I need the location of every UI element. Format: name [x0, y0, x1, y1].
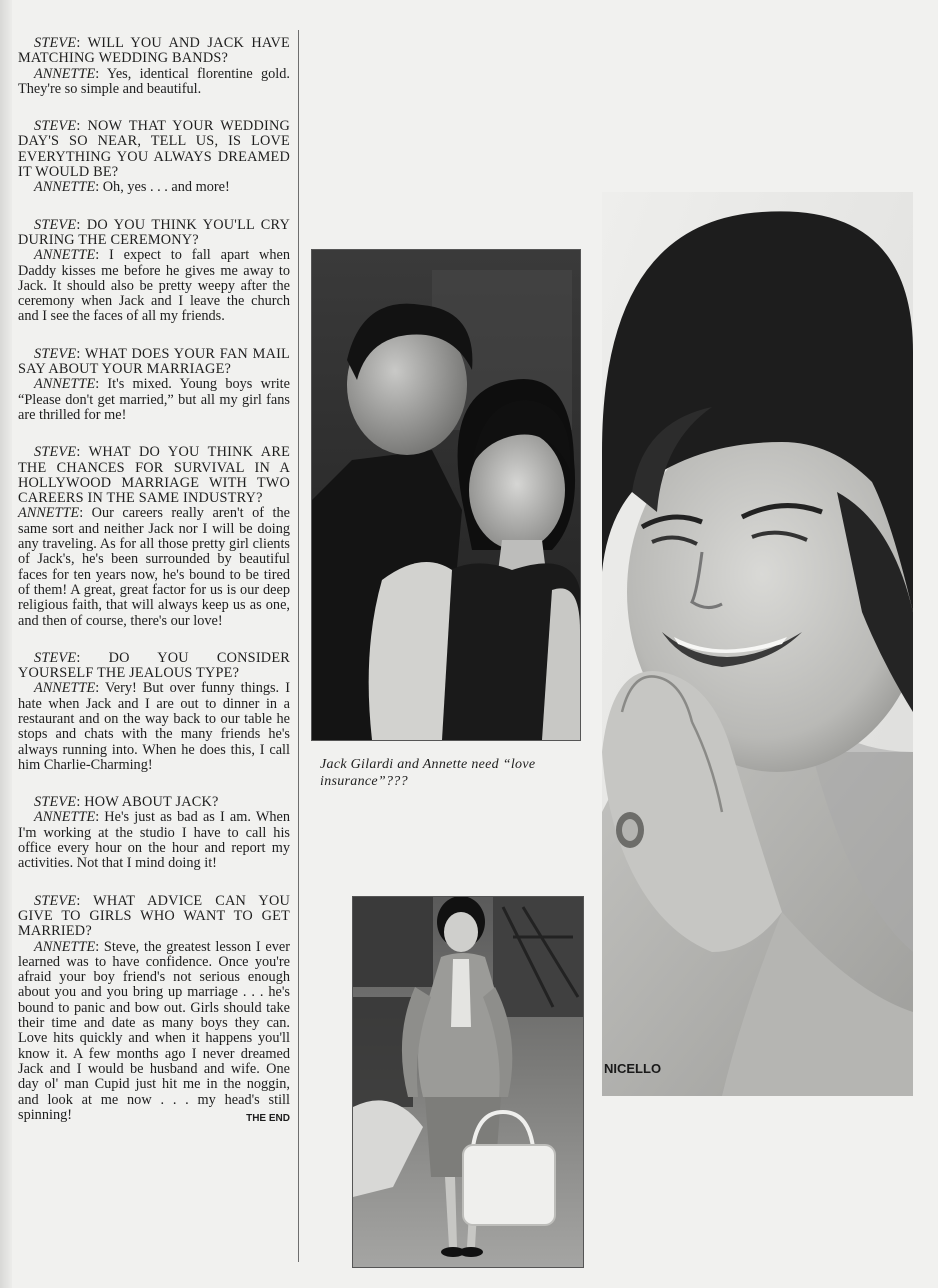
answer-speaker: ANNETTE [34, 376, 96, 393]
answer [18, 506, 290, 628]
standing-photo-art [353, 897, 583, 1267]
answer-speaker: ANNETTE [34, 938, 96, 955]
answer-speaker: ANNETTE [18, 505, 80, 522]
answer [18, 180, 290, 195]
question [18, 218, 290, 249]
answer-text: : I expect to fall apart when Daddy kisses me before he gives me away to Jack. It should also be pretty weepy after the ceremony when Jack and I leave the church and I see the faces of all my friends. [18, 247, 290, 325]
answer [18, 681, 290, 773]
photo-credit: NICELLO [604, 1061, 662, 1076]
page-edge [0, 0, 12, 1288]
question-speaker: STEVE [34, 794, 77, 811]
portrait-photo-art [602, 192, 913, 1096]
answer-speaker: ANNETTE [34, 680, 96, 697]
question-text: : DO YOU CONSIDER YOURSELF THE JEALOUS TYPE? [18, 649, 290, 682]
question-speaker: STEVE [34, 892, 77, 909]
qa-block [18, 218, 290, 325]
question-text: : WHAT DO YOU THINK ARE THE CHANCES FOR SURVIVAL IN A HOLLYWOOD MARRIAGE WITH TWO CAREERS IN THE SAME INDUSTRY? [18, 444, 290, 507]
question-text: : WHAT ADVICE CAN YOU GIVE TO GIRLS WHO WANT TO GET MARRIED? [18, 892, 290, 940]
answer-text: : Yes, identical florentine gold. They're so simple and beautiful. [18, 65, 290, 97]
answer-speaker: ANNETTE [34, 809, 96, 826]
column-divider [298, 30, 299, 1262]
question-text: : HOW ABOUT JACK? [76, 794, 219, 811]
question [18, 36, 290, 67]
question-speaker: STEVE [34, 444, 77, 461]
qa-block [18, 119, 290, 195]
answer [18, 810, 290, 871]
answer-text: : Our careers really aren't of the same sort and neither Jack nor I will be doing any traveling. As for all those pretty girl clients of Jack's, he's been surrounded by beautiful faces for ten years now, he's bound to be tired of them! A great, great factor for us is our deep religious faith, that will always keep us as one, and then of course, there's our love! [18, 505, 290, 629]
answer-speaker: ANNETTE [34, 179, 96, 196]
answer [18, 377, 290, 423]
qa-block [18, 894, 290, 1123]
couple-photo [311, 249, 581, 741]
qa-block [18, 36, 290, 97]
answer [18, 940, 290, 1124]
question [18, 119, 290, 180]
answer-text: : It's mixed. Young boys write “Please don't get married,” but all my girl fans are thrilled for me! [18, 376, 290, 423]
the-end-marker: THE END [246, 1112, 290, 1124]
qa-block [18, 651, 290, 773]
photo-caption: Jack Gilardi and Annette need “love insurance”??? [320, 757, 536, 789]
answer-text: : Very! But over funny things. I hate when Jack and I are out to dinner in a restaurant and on the way back to our table he stops and chats with the many friends he's always running into. When he does this, I call him Charlie-Charming! [18, 680, 290, 773]
question-text: : WILL YOU AND JACK HAVE MATCHING WEDDING BANDS? [18, 35, 290, 67]
answer [18, 67, 290, 98]
answer-text: : He's just as bad as I am. When I'm working at the studio I have to call his office every hour on the hour and report my activities. Not that I mind doing it! [18, 809, 290, 872]
question [18, 795, 290, 810]
couple-photo-art [312, 250, 580, 740]
question-speaker: STEVE [34, 216, 77, 233]
portrait-photo [602, 192, 913, 1096]
interview-column [18, 36, 290, 1145]
question [18, 347, 290, 378]
qa-block [18, 347, 290, 423]
question-speaker: STEVE [34, 345, 77, 362]
question [18, 894, 290, 940]
answer-text: : Steve, the greatest lesson I ever learned was to have confidence. Once you're afraid your boy friend's not serious enough about you and you bring up marriage . . . he's bound to panic and bow out. Girls should take their time and date as many boys they can. Love hits quickly and when it happens you'll know it. A few months ago I never dreamed Jack and I would be husband and wife. One day ol' man Cupid just hit me in the noggin, and look at me now . . . my head's still spinning! [18, 938, 290, 1123]
question-speaker: STEVE [34, 649, 77, 666]
question-text: : DO YOU THINK YOU'LL CRY DURING THE CEREMONY? [18, 216, 290, 248]
question-speaker: STEVE [34, 35, 77, 51]
question-speaker: STEVE [34, 118, 77, 135]
standing-photo [352, 896, 584, 1268]
qa-block [18, 795, 290, 871]
question-text: : WHAT DOES YOUR FAN MAIL SAY ABOUT YOUR MARRIAGE? [18, 345, 290, 378]
answer-speaker: ANNETTE [34, 65, 96, 82]
answer-speaker: ANNETTE [34, 247, 96, 264]
question [18, 651, 290, 682]
answer [18, 248, 290, 324]
answer-text: : Oh, yes . . . and more! [95, 179, 230, 196]
qa-block [18, 445, 290, 629]
question-text: : NOW THAT YOUR WEDDING DAY'S SO NEAR, TELL US, IS LOVE EVERYTHING YOU ALWAYS DREAMED IT WOULD BE? [18, 118, 290, 181]
question [18, 445, 290, 506]
